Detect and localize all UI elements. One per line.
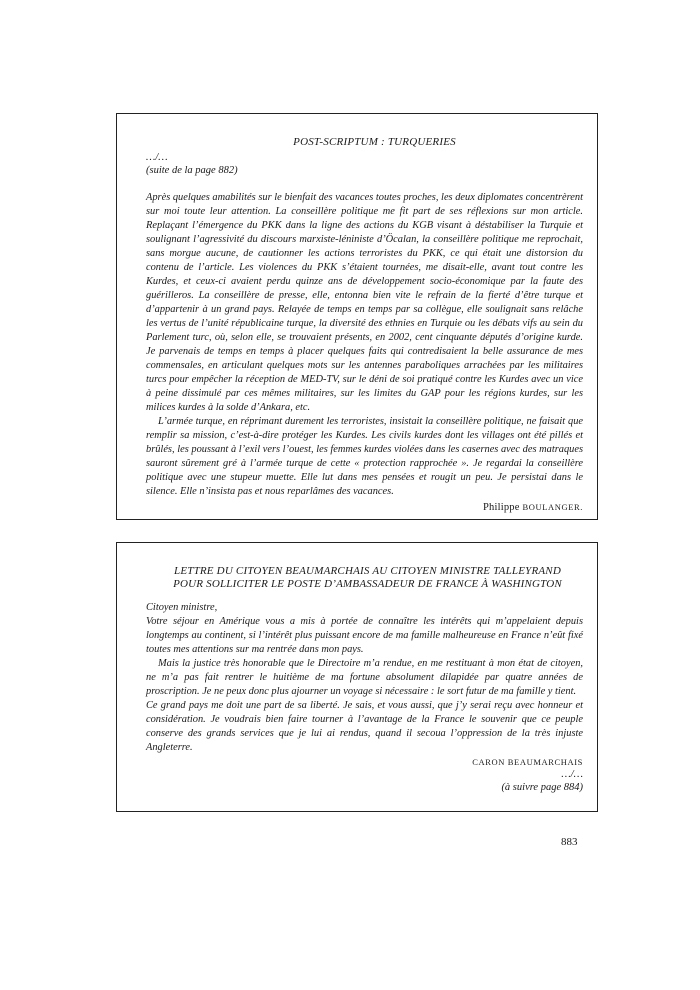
page-number: 883 — [561, 836, 578, 848]
letter-title-line-1: LETTRE DU CITOYEN BEAUMARCHAIS AU CITOYEN MINISTRE TALLEYRAND — [174, 565, 561, 577]
article-paragraph: Après quelques amabilités sur le bienfait des vacances toutes proches, les deux diplomates concentrèrent sur moi toute leur attention. La conseillère politique me fit part de ses réflexions sur mon article. Replaçant l’émergence du PKK dans la ligne des actions du KGB visant à déstabiliser la Turquie et soulignant l’agressivité du discours marxiste-léniniste d’Öcalan, la conseillère politique me reprochait, sans morgue aucune, de cautionner les actions terroristes du PKK, ce qui était une distorsion du contenu de l’article. Les violences du PKK s’étaient tournées, me disait-elle, avant tout contre les Kurdes, et ceux-ci avaient perdu quinze ans de développement socio-économique par la faute des guérilleros. La conseillère de presse, elle, entonna bien vite le refrain de la fierté d’être turque et d’appartenir à un grand pays. Relayée de temps en temps par sa collègue, elle soulignait sans relâche les vertus de l’unité républicaine turque, la diversité des ethnies en Turquie ou les débats vifs au sein du Parlement turc, où, selon elle, se trouvaient présents, en 2002, cent cinquante députés d’origine kurde. Je parvenais de temps en temps à placer quelques faits qui contredisaient la belle assurance de mes commensales, en articulant quelques mots sur les antennes paraboliques arrachées par les militaires turcs pour empêcher la réception de MED-TV, sur le déni de soi pratiqué contre les Kurdes avec un vice à peine dissimulé par ces mêmes militaires, sur les limites du GAP pour les régions kurdes, sur les milices kurdes à la solde d’Ankara, etc. — [146, 192, 583, 413]
letter-paragraph: Votre séjour en Amérique vous a mis à portée de connaître les intérêts qui m’appelaient depuis longtemps au continent, si l’intérêt plus puissant encore de ma famille malheureuse en France n’eût fixé toutes mes attentions sur ma rentrée dans mon pays. — [146, 616, 583, 655]
letter-salutation: Citoyen ministre, — [146, 602, 218, 613]
letter-paragraph: Ce grand pays me doit une part de sa liberté. Je sais, et vous aussi, que j’y serai reçu avec honneur et considération. Je voudrais bien faire tourner à l’avantage de la France le souvenir que ce peuple conserve des grands services que je lui ai rendus, quand il secoua l’oppression de la très injuste Angleterre. — [146, 700, 583, 753]
article-paragraph: L’armée turque, en réprimant durement les terroristes, insistait la conseillère politique, ne faisait que remplir sa mission, c’est-à-dire protéger les Kurdes. Les civils kurdes dont les villages ont été pillés et brûlés, les poussant à l’exil vers l’ouest, les femmes kurdes violées dans les casernes avec des matraques sauront sûrement gré à l’armée turque de cette « protection rapprochée ». Je regardai la conseillère politique avec une stupeur muette. Elle lut dans mes pensées et rougit un peu. Je persistai dans le silence. Elle n’insista pas et nous reparlâmes des vacances. — [146, 416, 583, 497]
letter-paragraph: Mais la justice très honorable que le Directoire m’a rendue, en me restituant à mon état de citoyen, ne m’a pas fait rentrer le huitième de ma fortune absolument dilapidée par quatre années de proscription. Je ne peux donc plus ajourner un voyage si nécessaire : le sort futur de ma famille y tient. — [146, 658, 583, 697]
letter-title — [146, 565, 583, 591]
continuation-ellipsis: …/… — [561, 769, 583, 780]
continued-on-note: (à suivre page 884) — [501, 782, 583, 793]
continued-from-note: (suite de la page 882) — [146, 165, 238, 176]
letter-author-last-name: BEAUMARCHAIS — [507, 757, 583, 767]
author-signature — [146, 502, 583, 513]
article-box-beaumarchais-letter — [116, 542, 598, 812]
article-title: POST-SCRIPTUM : TURQUERIES — [293, 136, 456, 148]
author-last-name: BOULANGER. — [522, 502, 583, 512]
letter-author-first-name: CARON — [472, 757, 505, 767]
continuation-ellipsis: …/… — [146, 152, 168, 163]
letter-signature — [146, 757, 583, 768]
letter-title-line-2: POUR SOLLICITER LE POSTE D’AMBASSADEUR DE FRANCE À WASHINGTON — [173, 578, 562, 590]
article-box-post-scriptum — [116, 113, 598, 520]
author-first-name: Philippe — [483, 502, 520, 513]
